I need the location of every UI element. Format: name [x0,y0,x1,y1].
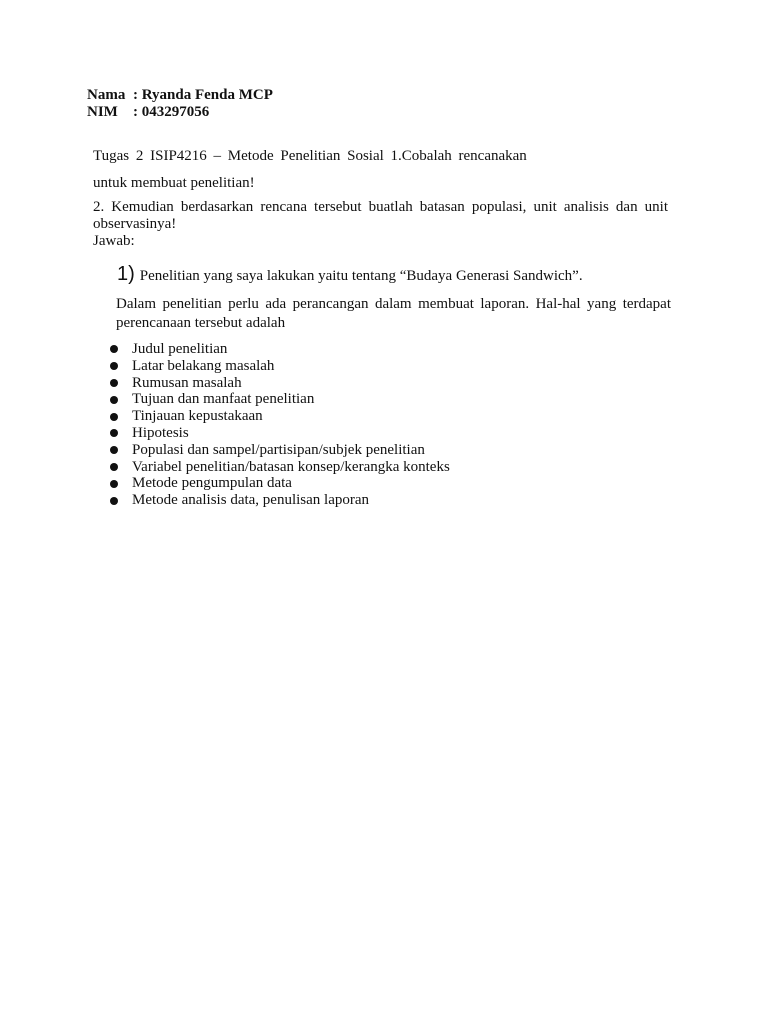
bullet-icon [110,480,118,488]
list-item-text: Tujuan dan manfaat penelitian [132,391,315,408]
list-item [104,459,450,476]
bullet-icon [110,396,118,404]
list-item [104,442,450,459]
list-item-text: Hipotesis [132,424,189,441]
answer-label: Jawab: [93,233,135,249]
nim-value: : 043297056 [133,104,210,120]
list-item-text: Metode pengumpulan data [132,475,292,492]
student-header [87,87,273,121]
list-item-text: Rumusan masalah [132,374,242,391]
point-number: 1) [117,263,135,285]
bullet-icon [110,345,118,353]
list-item [104,391,450,408]
bullet-icon [110,362,118,370]
task-question-2: 2. Kemudian berdasarkan rencana tersebut buatlah batasan populasi, unit analisis dan unit observasinya! [93,199,668,232]
task-question-1-continuation: untuk membuat penelitian! [93,175,255,191]
list-item-text: Tinjauan kepustakaan [132,408,263,425]
bullet-icon [110,429,118,437]
nim-label: NIM [87,104,118,120]
list-item-text: Populasi dan sampel/partisipan/subjek penelitian [132,441,425,458]
bullet-icon [110,413,118,421]
point-text: Penelitian yang saya lakukan yaitu tentang “Budaya Generasi Sandwich”. [139,268,583,284]
list-item [104,358,450,375]
list-item [104,475,450,492]
list-item [104,341,450,358]
list-item [104,408,450,425]
name-row [87,87,273,104]
list-item-text: Variabel penelitian/batasan konsep/kerangka konteks [132,458,450,475]
list-item [104,375,450,392]
name-label: Nama [87,87,126,103]
list-item-text: Metode analisis data, penulisan laporan [132,492,370,509]
nim-row [87,104,273,121]
research-plan-list [104,341,450,509]
list-item [104,492,450,509]
list-item-text: Latar belakang masalah [132,357,275,374]
bullet-icon [110,463,118,471]
list-item [104,425,450,442]
answer-paragraph: Dalam penelitian perlu ada perancangan dalam membuat laporan. Hal-hal yang terdapat perencanaan tersebut adalah [116,296,671,331]
name-value: : Ryanda Fenda MCP [133,87,273,103]
task-title-line: Tugas 2 ISIP4216 – Metode Penelitian Sosial 1.Cobalah rencanakan [93,148,527,164]
list-item-text: Judul penelitian [132,341,228,357]
bullet-icon [110,497,118,505]
answer-point-1 [117,264,672,286]
bullet-icon [110,446,118,454]
bullet-icon [110,379,118,387]
